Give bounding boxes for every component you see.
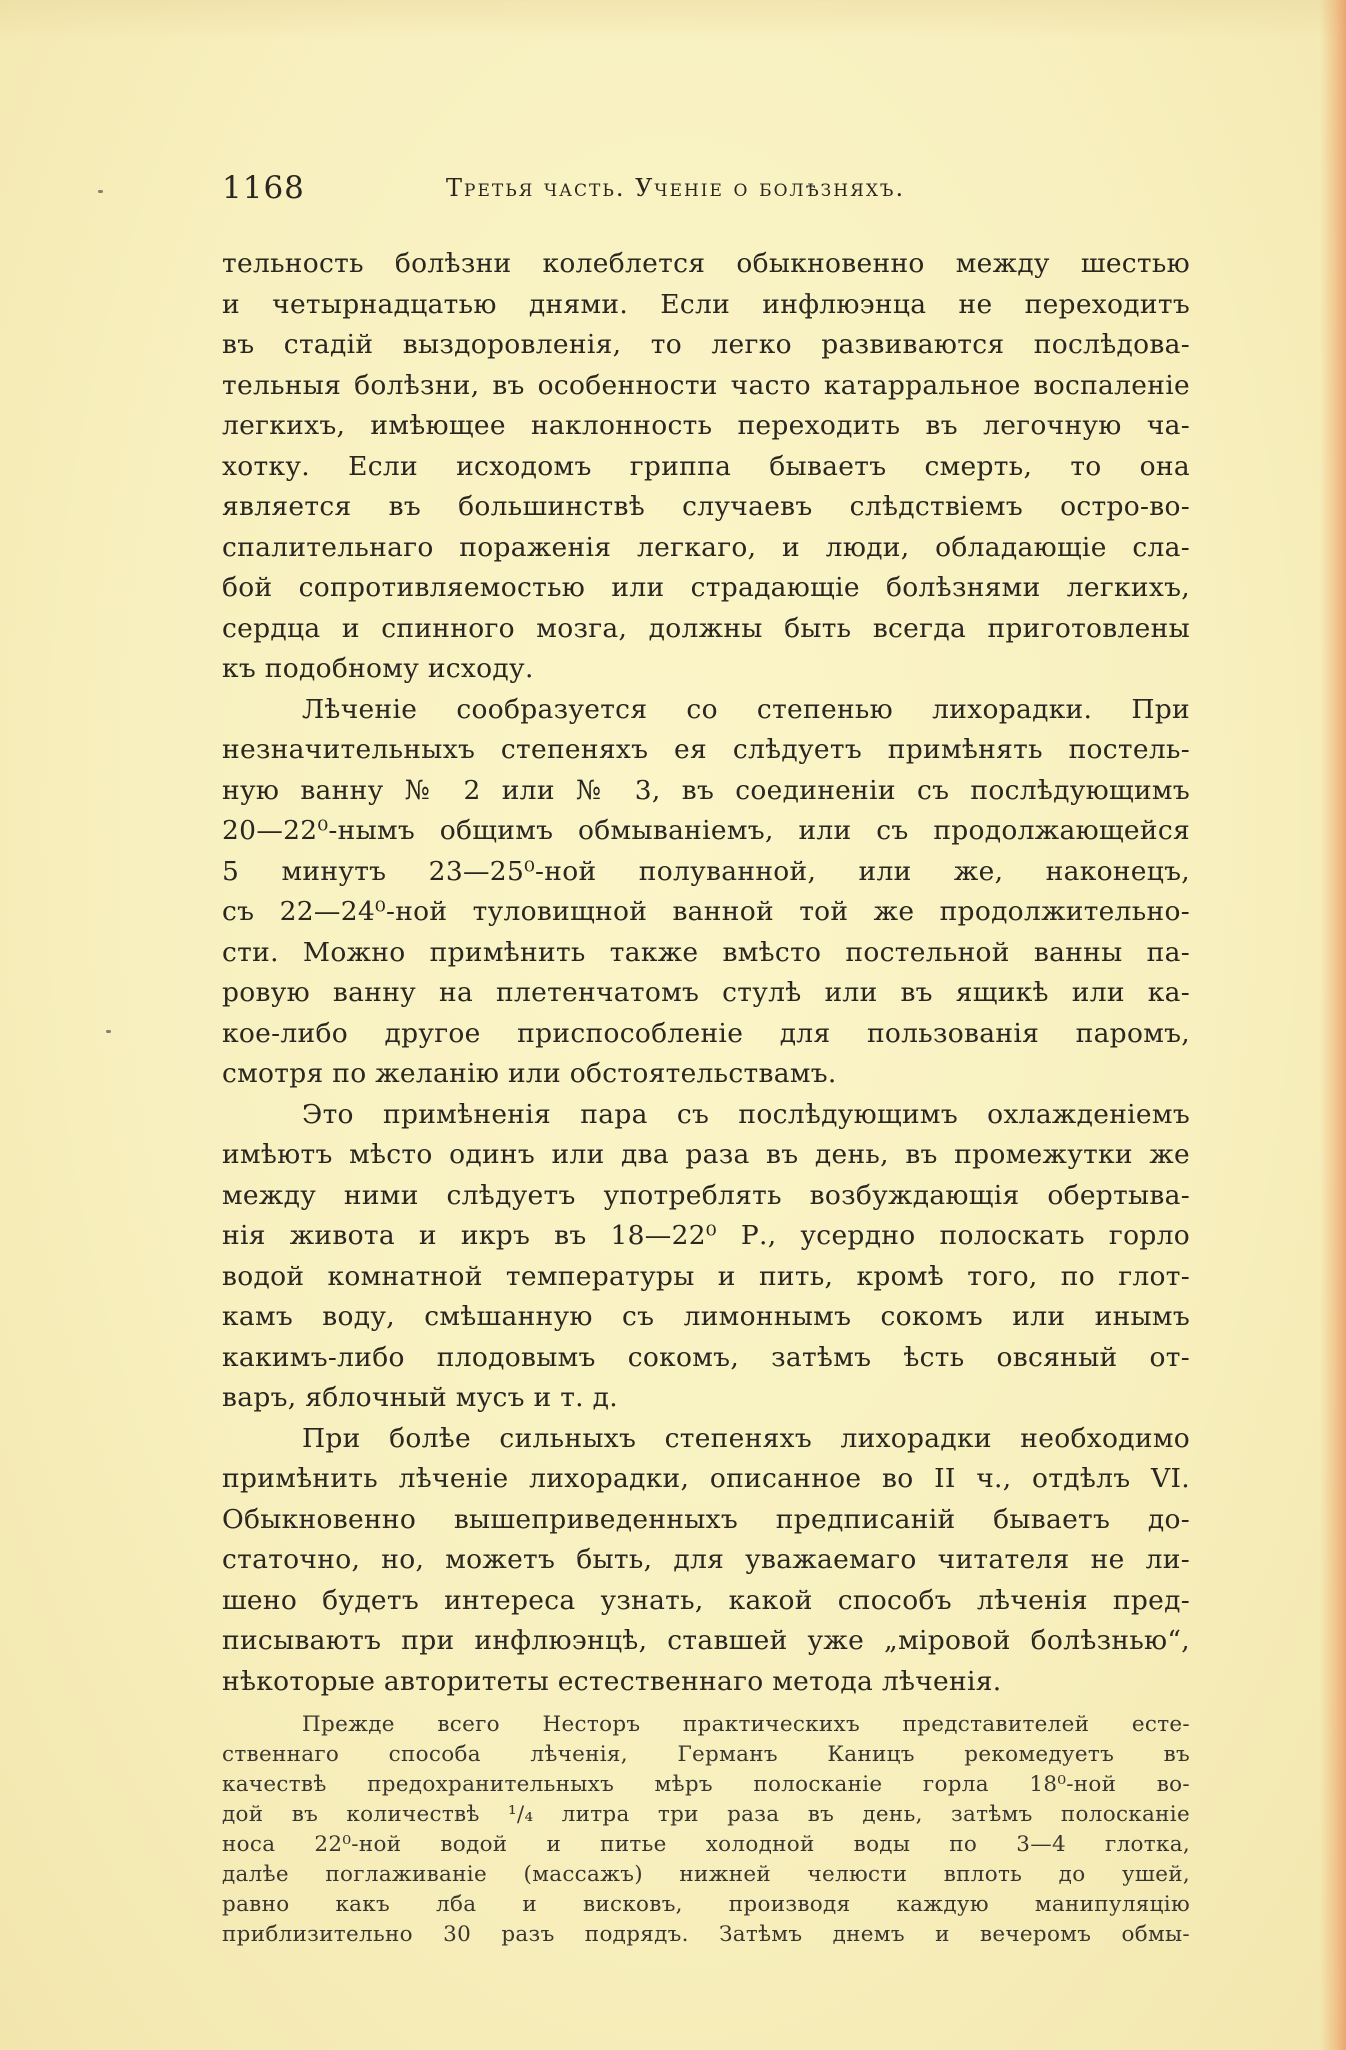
page-top-shadow [0,0,1346,40]
footnote-text [222,1710,1190,1950]
text-line: камъ воду, смѣшанную съ лимоннымъ сокомъ или инымъ [222,1301,1190,1332]
text-line: смотря по желанію или обстоятельствамъ. [222,1058,837,1089]
text-line: ственнаго способа лѣченія, Германъ Каницъ рекомедуетъ въ [222,1742,1190,1767]
page-number: 1168 [222,170,305,206]
text-line: шено будетъ интереса узнать, какой способъ лѣченія пред- [222,1584,1190,1616]
text-line: къ подобному исходу. [222,653,534,684]
text-line: писываютъ при инфлюэнцѣ, ставшей уже „міровой болѣзнью“, [222,1625,1190,1656]
text-line: приблизительно 30 разъ подрядъ. Затѣмъ днемъ и вечеромъ обмы- [222,1922,1190,1947]
text-line: качествѣ предохранительныхъ мѣръ полосканіе горла 18⁰-ной во- [222,1772,1190,1797]
text-line: варъ, яблочный мусъ и т. д. [222,1382,618,1413]
text-line: 5 минутъ 23—25⁰-ной полуванной, или же, наконецъ, [222,855,1190,887]
text-line: нѣкоторые авторитеты естественнаго метода лѣченія. [222,1665,1002,1697]
text-line: При болѣе сильныхъ степеняхъ лихорадки необходимо [302,1422,1190,1454]
page-header [222,170,1182,214]
paper-speck [106,1030,111,1033]
text-line: является въ большинствѣ случаевъ слѣдствіемъ остро-во- [222,491,1190,522]
text-line: далѣе поглаживаніе (массажъ) нижней челюсти вплоть до ушей, [222,1862,1190,1887]
page-body [222,244,1190,1950]
text-line: ровую ванну на плетенчатомъ стулѣ или въ ящикѣ или ка- [222,977,1190,1008]
text-line: кое-либо другое приспособленіе для пользованія паромъ, [222,1017,1190,1049]
text-line: примѣнить лѣченіе лихорадки, описанное во II ч., отдѣлъ VI. [222,1463,1190,1494]
text-line: съ 22—24⁰-ной туловищной ванной той же продолжительно- [222,896,1190,927]
text-line: носа 22⁰-ной водой и питье холодной воды по 3—4 глотка, [222,1832,1190,1857]
text-line: водой комнатной температуры и пить, кромѣ того, по глот- [222,1260,1190,1292]
text-line: незначительныхъ степеняхъ ея слѣдуетъ примѣнять постель- [222,734,1190,765]
text-line: равно какъ лба и висковъ, производя каждую манипуляцію [222,1892,1190,1917]
paper-speck [98,190,103,193]
text-line: имѣютъ мѣсто одинъ или два раза въ день, въ промежутки же [222,1139,1190,1170]
text-line: и четырнадцатью днями. Если инфлюэнца не переходитъ [222,288,1190,320]
page-right-edge [1320,0,1346,2050]
main-text [222,244,1190,1702]
text-line: тельность болѣзни колеблется обыкновенно между шестью [222,248,1190,279]
text-line: хотку. Если исходомъ гриппа бываетъ смерть, то она [222,450,1190,482]
text-line: сердца и спинного мозга, должны быть всегда приготовлены [222,612,1190,644]
text-line: легкихъ, имѣющее наклонность переходить въ легочную ча- [222,410,1190,441]
text-line: между ними слѣдуетъ употреблять возбуждающія обертыва- [222,1179,1190,1211]
text-line: Прежде всего Несторъ практическихъ представителей есте- [302,1712,1190,1737]
text-line: въ стадій выздоровленія, то легко развиваются послѣдова- [222,329,1190,360]
text-line: Это примѣненія пара съ послѣдующимъ охлажденіемъ [302,1098,1190,1130]
running-title: Третья часть. Ученіе о болѣзняхъ. [446,174,906,202]
text-line: спалительнаго пораженія легкаго, и люди, обладающіе сла- [222,531,1190,563]
text-line: Обыкновенно вышеприведенныхъ предписаній бываетъ до- [222,1503,1190,1535]
text-line: дой въ количествѣ ¹/₄ литра три раза въ день, затѣмъ полосканіе [222,1802,1190,1827]
text-line: тельныя болѣзни, въ особенности часто катарральное воспаленіе [222,369,1190,401]
text-line: сти. Можно примѣнить также вмѣсто постельной ванны па- [222,936,1190,968]
text-line: Лѣченіе сообразуется со степенью лихорадки. При [302,693,1190,725]
text-line: 20—22⁰-нымъ общимъ обмываніемъ, или съ продолжающейся [222,815,1190,846]
text-line: статочно, но, можетъ быть, для уважаемаго читателя не ли- [222,1544,1190,1575]
text-line: нія живота и икръ въ 18—22⁰ Р., усердно полоскать горло [222,1220,1190,1251]
text-line: бой сопротивляемостью или страдающіе болѣзнями легкихъ, [222,572,1190,603]
text-line: ную ванну № 2 или № 3, въ соединеніи съ послѣдующимъ [222,774,1190,806]
text-line: какимъ-либо плодовымъ сокомъ, затѣмъ ѣсть овсяный от- [222,1341,1190,1373]
